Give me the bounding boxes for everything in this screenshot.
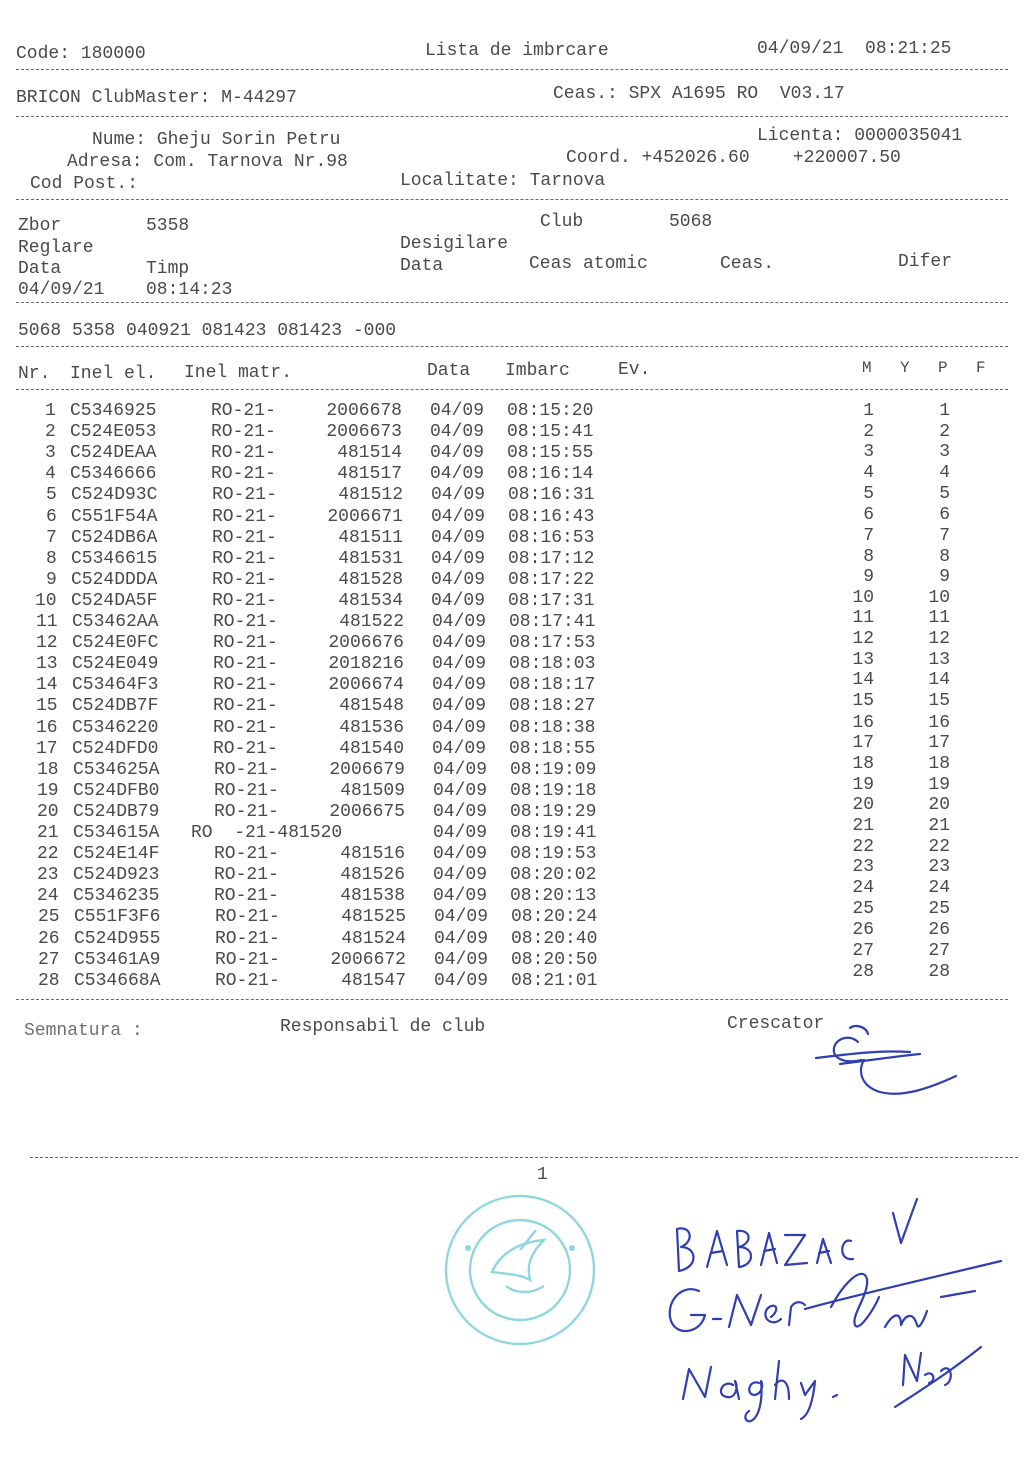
ring-prefix: RO-21-	[211, 443, 276, 463]
divider	[16, 346, 1008, 347]
row-number: 15	[36, 696, 58, 716]
rank-m: 18	[852, 754, 874, 774]
rank-m: 22	[852, 837, 874, 857]
ring-prefix: RO-21-	[213, 633, 278, 653]
ring-prefix: RO-21-	[211, 401, 276, 421]
ceas-label: Ceas.	[720, 254, 775, 274]
rank-m: 6	[863, 505, 874, 525]
arrival-time: 08:16:14	[507, 464, 594, 484]
arrival-time: 08:20:13	[510, 886, 597, 906]
rank-p: 26	[928, 920, 950, 940]
ring-number: 2006674	[328, 675, 404, 695]
signature-label: Semnatura :	[24, 1021, 143, 1041]
ring-electronic: C524DFD0	[72, 739, 159, 759]
ring-number: 481528	[338, 570, 403, 590]
row-number: 3	[45, 443, 56, 463]
arrival-date: 04/09	[430, 422, 485, 442]
system-name: BRICON ClubMaster: M-44297	[16, 88, 297, 108]
arrival-date: 04/09	[431, 549, 486, 569]
report-title: Lista de imbrcare	[425, 41, 609, 61]
row-number: 7	[46, 528, 57, 548]
arrival-date: 04/09	[432, 739, 487, 759]
ring-number: 481522	[339, 612, 404, 632]
ring-electronic: C551F54A	[71, 507, 158, 527]
rank-m: 8	[863, 547, 874, 567]
col-imbarc: Imbarc	[505, 361, 570, 381]
rank-p: 24	[928, 878, 950, 898]
row-number: 5	[46, 485, 57, 505]
rank-m: 1	[863, 401, 874, 421]
ring-prefix: RO-21-	[213, 718, 278, 738]
rank-m: 2	[863, 422, 874, 442]
arrival-time: 08:15:20	[507, 401, 594, 421]
ring-electronic: C524D93C	[71, 485, 158, 505]
arrival-date: 04/09	[432, 633, 487, 653]
arrival-time: 08:17:53	[509, 633, 596, 653]
row-number: 24	[37, 886, 59, 906]
handwritten-signatures	[655, 1185, 1015, 1445]
ring-number: 481509	[340, 781, 405, 801]
arrival-date: 04/09	[434, 929, 489, 949]
ring-electronic: C5346235	[73, 886, 160, 906]
ring-number: 481548	[339, 696, 404, 716]
ring-electronic: C524D955	[74, 929, 161, 949]
ring-number: 2006672	[330, 950, 406, 970]
row-number: 18	[37, 760, 59, 780]
row-number: 8	[46, 549, 57, 569]
col-m: M	[862, 359, 872, 377]
col-ev: Ev.	[618, 360, 651, 380]
reglare-label: Reglare	[18, 238, 94, 258]
table-row	[0, 422, 1024, 443]
rank-m: 13	[852, 650, 874, 670]
col-inel-el: Inel el.	[70, 364, 157, 384]
ring-electronic: C534625A	[73, 760, 160, 780]
ring-prefix: RO-21-	[214, 802, 279, 822]
rank-p: 8	[939, 547, 950, 567]
ring-number: 481516	[340, 844, 405, 864]
ring-electronic: C524E14F	[73, 844, 160, 864]
arrival-date: 04/09	[431, 485, 486, 505]
page-number: 1	[537, 1165, 548, 1185]
rank-p: 1	[939, 401, 950, 421]
ring-number: 481531	[338, 549, 403, 569]
desigilare-label: Desigilare	[400, 234, 509, 254]
rank-p: 27	[928, 941, 950, 961]
ring-number: 2018216	[328, 654, 404, 674]
table-row	[0, 401, 1024, 422]
arrival-date: 04/09	[434, 950, 489, 970]
rank-p: 6	[939, 505, 950, 525]
arrival-time: 08:20:50	[511, 950, 598, 970]
rank-p: 22	[928, 837, 950, 857]
ring-electronic: C534668A	[74, 971, 161, 991]
table-row	[0, 443, 1024, 464]
ring-electronic: C524DB7F	[72, 696, 159, 716]
ring-number: 481540	[339, 739, 404, 759]
rank-m: 4	[863, 463, 874, 483]
table-row	[0, 464, 1024, 485]
ring-electronic: C524E049	[72, 654, 159, 674]
rank-m: 19	[852, 775, 874, 795]
club-value: 5068	[669, 212, 713, 232]
ring-number: 481517	[337, 464, 402, 484]
rank-p: 5	[939, 484, 950, 504]
row-number: 1	[45, 401, 56, 421]
club-label: Club	[540, 212, 584, 232]
ring-electronic: C53462AA	[72, 612, 159, 632]
rank-m: 9	[863, 567, 874, 587]
arrival-time: 08:19:18	[510, 781, 597, 801]
arrival-date: 04/09	[431, 591, 486, 611]
arrival-date: 04/09	[433, 760, 488, 780]
rank-p: 9	[939, 567, 950, 587]
arrival-date: 04/09	[432, 654, 487, 674]
rank-p: 11	[928, 608, 950, 628]
row-number: 2	[45, 422, 56, 442]
rank-p: 28	[928, 962, 950, 982]
arrival-time: 08:16:43	[508, 507, 595, 527]
owner-locality: Localitate: Tarnova	[400, 171, 606, 191]
owner-coords: Coord. +452026.60 +220007.50	[566, 148, 901, 168]
col-y: Y	[900, 359, 910, 377]
table-row	[0, 962, 1024, 992]
arrival-date: 04/09	[432, 612, 487, 632]
ring-number: 481534	[338, 591, 403, 611]
reglare-date: 04/09/21	[18, 280, 105, 300]
rank-m: 7	[863, 526, 874, 546]
ring-prefix: RO-21-	[211, 422, 276, 442]
rank-m: 21	[852, 816, 874, 836]
arrival-time: 08:17:41	[509, 612, 596, 632]
arrival-time: 08:21:01	[511, 971, 598, 991]
rank-p: 14	[928, 670, 950, 690]
ring-electronic: C5346666	[70, 464, 157, 484]
row-number: 14	[36, 675, 58, 695]
owner-postal: Cod Post.:	[30, 174, 139, 194]
arrival-date: 04/09	[430, 401, 485, 421]
ring-number: 481525	[341, 907, 406, 927]
ring-electronic: C524DFB0	[73, 781, 160, 801]
ring-prefix: RO-21-	[212, 591, 277, 611]
col-f: F	[976, 359, 986, 377]
ring-prefix: RO -21-481520	[191, 823, 343, 843]
row-number: 17	[36, 739, 58, 759]
ring-electronic: C5346925	[70, 401, 157, 421]
divider	[30, 1157, 1018, 1158]
ring-prefix: RO-21-	[212, 528, 277, 548]
arrival-time: 08:19:09	[510, 760, 597, 780]
ring-number: 481511	[338, 528, 403, 548]
arrival-time: 08:18:17	[509, 675, 596, 695]
owner-address: Adresa: Com. Tarnova Nr.98	[67, 152, 348, 172]
ring-prefix: RO-21-	[213, 612, 278, 632]
table-row	[0, 507, 1024, 528]
divider	[16, 199, 1008, 200]
ring-electronic: C53461A9	[74, 950, 161, 970]
rank-m: 20	[852, 795, 874, 815]
row-number: 21	[37, 823, 59, 843]
club-responsible-label: Responsabil de club	[280, 1017, 486, 1037]
arrival-date: 04/09	[432, 675, 487, 695]
report-code: Code: 180000	[16, 44, 146, 64]
row-number: 4	[45, 464, 56, 484]
rank-p: 19	[928, 775, 950, 795]
ring-prefix: RO-21-	[212, 485, 277, 505]
rank-p: 13	[928, 650, 950, 670]
col-data: Data	[427, 361, 471, 381]
col-inel-matr: Inel matr.	[184, 363, 293, 383]
arrival-time: 08:18:38	[509, 718, 596, 738]
ring-number: 2006679	[329, 760, 405, 780]
ring-prefix: RO-21-	[214, 760, 279, 780]
arrival-time: 08:16:31	[508, 485, 595, 505]
ring-number: 481547	[341, 971, 406, 991]
arrival-date: 04/09	[433, 844, 488, 864]
ring-number: 481536	[339, 718, 404, 738]
rank-p: 2	[939, 422, 950, 442]
rank-m: 26	[852, 920, 874, 940]
timp-label: Timp	[146, 259, 190, 279]
rank-p: 21	[928, 816, 950, 836]
ring-prefix: RO-21-	[215, 950, 280, 970]
ring-prefix: RO-21-	[215, 929, 280, 949]
data-label-2: Data	[400, 256, 444, 276]
col-nr: Nr.	[18, 364, 51, 384]
arrival-time: 08:18:27	[509, 696, 596, 716]
rank-p: 20	[928, 795, 950, 815]
rank-m: 28	[852, 962, 874, 982]
club-stamp	[440, 1190, 600, 1350]
col-p: P	[938, 359, 948, 377]
difer-label: Difer	[898, 252, 953, 272]
ring-electronic: C5346615	[71, 549, 158, 569]
arrival-date: 04/09	[434, 971, 489, 991]
ring-prefix: RO-21-	[214, 844, 279, 864]
rank-m: 3	[863, 442, 874, 462]
rank-p: 7	[939, 526, 950, 546]
report-datetime: 04/09/21 08:21:25	[757, 39, 952, 59]
ring-prefix: RO-21-	[211, 464, 276, 484]
row-number: 13	[36, 654, 58, 674]
divider	[16, 69, 1008, 70]
ring-number: 2006676	[328, 633, 404, 653]
rank-m: 12	[852, 629, 874, 649]
row-number: 10	[35, 591, 57, 611]
table-row	[0, 485, 1024, 506]
ring-electronic: C524DB79	[73, 802, 160, 822]
ring-electronic: C551F3F6	[74, 907, 161, 927]
ring-electronic: C524E053	[70, 422, 157, 442]
ring-electronic: C534615A	[73, 823, 160, 843]
rank-p: 12	[928, 629, 950, 649]
owner-license: Licenta: 0000035041	[757, 126, 963, 146]
arrival-date: 04/09	[433, 865, 488, 885]
rank-p: 4	[939, 463, 950, 483]
breeder-label: Crescator	[727, 1014, 825, 1034]
row-number: 16	[36, 718, 58, 738]
rank-m: 24	[852, 878, 874, 898]
arrival-date: 04/09	[431, 570, 486, 590]
arrival-time: 08:20:24	[511, 907, 598, 927]
ring-electronic: C5346220	[72, 718, 159, 738]
arrival-time: 08:19:29	[510, 802, 597, 822]
row-number: 9	[46, 570, 57, 590]
arrival-time: 08:15:41	[507, 422, 594, 442]
arrival-date: 04/09	[430, 464, 485, 484]
row-number: 27	[38, 950, 60, 970]
arrival-time: 08:15:55	[507, 443, 594, 463]
rank-m: 16	[852, 713, 874, 733]
ring-number: 481526	[340, 865, 405, 885]
arrival-date: 04/09	[433, 781, 488, 801]
rank-p: 18	[928, 754, 950, 774]
arrival-time: 08:16:53	[508, 528, 595, 548]
arrival-time: 08:18:03	[509, 654, 596, 674]
row-number: 25	[38, 907, 60, 927]
table-row	[0, 528, 1024, 549]
ring-electronic: C524DA5F	[71, 591, 158, 611]
rank-m: 14	[852, 670, 874, 690]
rank-m: 10	[852, 588, 874, 608]
ring-prefix: RO-21-	[214, 865, 279, 885]
breeder-signature	[810, 1020, 970, 1100]
ring-prefix: RO-21-	[214, 781, 279, 801]
flight-value: 5358	[146, 216, 190, 236]
arrival-time: 08:20:02	[510, 865, 597, 885]
rank-p: 17	[928, 733, 950, 753]
owner-name: Nume: Gheju Sorin Petru	[92, 130, 341, 150]
arrival-date: 04/09	[433, 886, 488, 906]
ring-prefix: RO-21-	[212, 570, 277, 590]
row-number: 19	[37, 781, 59, 801]
ring-prefix: RO-21-	[213, 654, 278, 674]
row-number: 6	[46, 507, 57, 527]
ring-prefix: RO-21-	[213, 675, 278, 695]
ring-prefix: RO-21-	[215, 971, 280, 991]
arrival-date: 04/09	[431, 507, 486, 527]
divider	[16, 302, 1008, 303]
divider	[16, 389, 1008, 390]
ring-prefix: RO-21-	[213, 696, 278, 716]
ring-prefix: RO-21-	[214, 886, 279, 906]
arrival-date: 04/09	[431, 528, 486, 548]
rank-m: 11	[852, 608, 874, 628]
arrival-time: 08:19:41	[510, 823, 597, 843]
clock-info: Ceas.: SPX A1695 RO V03.17	[553, 84, 845, 104]
arrival-time: 08:17:31	[508, 591, 595, 611]
rank-p: 25	[928, 899, 950, 919]
arrival-date: 04/09	[430, 443, 485, 463]
rank-m: 17	[852, 733, 874, 753]
arrival-date: 04/09	[433, 802, 488, 822]
ring-number: 481538	[340, 886, 405, 906]
flight-summary: 5068 5358 040921 081423 081423 -000	[18, 321, 397, 341]
rank-m: 23	[852, 857, 874, 877]
rank-m: 5	[863, 484, 874, 504]
divider	[16, 116, 1008, 117]
rank-m: 27	[852, 941, 874, 961]
ring-electronic: C524D923	[73, 865, 160, 885]
arrival-time: 08:19:53	[510, 844, 597, 864]
rank-p: 15	[928, 691, 950, 711]
row-number: 22	[37, 844, 59, 864]
ring-prefix: RO-21-	[213, 739, 278, 759]
ring-number: 2006673	[326, 422, 402, 442]
ring-number: 481512	[338, 485, 403, 505]
row-number: 23	[37, 865, 59, 885]
row-number: 11	[36, 612, 58, 632]
arrival-date: 04/09	[434, 907, 489, 927]
row-number: 28	[38, 971, 60, 991]
rank-m: 15	[852, 691, 874, 711]
ring-electronic: C524DB6A	[71, 528, 158, 548]
ring-electronic: C524DDDA	[71, 570, 158, 590]
arrival-time: 08:17:22	[508, 570, 595, 590]
arrival-time: 08:20:40	[511, 929, 598, 949]
row-number: 12	[36, 633, 58, 653]
rank-p: 10	[928, 588, 950, 608]
rank-p: 23	[928, 857, 950, 877]
arrival-date: 04/09	[432, 696, 487, 716]
arrival-date: 04/09	[433, 823, 488, 843]
arrival-time: 08:18:55	[509, 739, 596, 759]
ring-number: 2006671	[327, 507, 403, 527]
ring-number: 481514	[337, 443, 402, 463]
reglare-time: 08:14:23	[146, 280, 233, 300]
ring-electronic: C524E0FC	[72, 633, 159, 653]
ring-prefix: RO-21-	[215, 907, 280, 927]
row-number: 26	[38, 929, 60, 949]
flight-label: Zbor	[18, 216, 62, 236]
data-label: Data	[18, 259, 62, 279]
ring-number: 2006675	[329, 802, 405, 822]
ring-electronic: C524DEAA	[70, 443, 157, 463]
rank-p: 3	[939, 442, 950, 462]
rank-p: 16	[928, 713, 950, 733]
ring-number: 2006678	[326, 401, 402, 421]
rank-m: 25	[852, 899, 874, 919]
ring-prefix: RO-21-	[212, 507, 277, 527]
arrival-time: 08:17:12	[508, 549, 595, 569]
ceas-atomic-label: Ceas atomic	[529, 254, 648, 274]
arrival-date: 04/09	[432, 718, 487, 738]
divider	[16, 999, 1008, 1000]
ring-number: 481524	[341, 929, 406, 949]
ring-prefix: RO-21-	[212, 549, 277, 569]
ring-electronic: C53464F3	[72, 675, 159, 695]
row-number: 20	[37, 802, 59, 822]
